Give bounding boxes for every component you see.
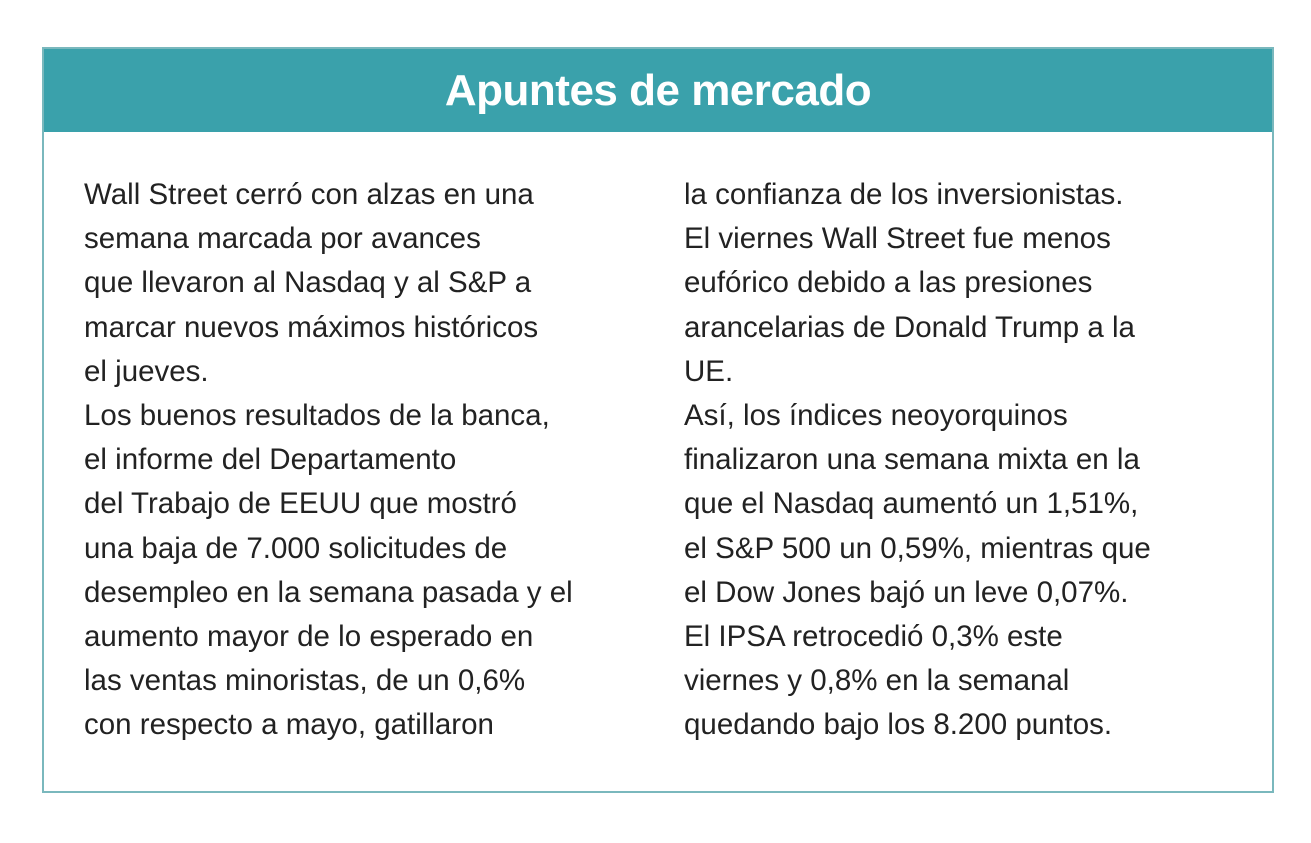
right-column bbox=[684, 173, 1244, 748]
text-line: quedando bajo los 8.200 puntos. bbox=[684, 708, 1113, 742]
text-line: el S&P 500 un 0,59%, mientras que bbox=[684, 531, 1151, 565]
text-line: semana marcada por avances bbox=[84, 222, 481, 256]
text-line: El IPSA retrocedió 0,3% este bbox=[684, 620, 1063, 654]
text-line: las ventas minoristas, de un 0,6% bbox=[84, 664, 526, 698]
text-line: Wall Street cerró con alzas en una bbox=[84, 178, 534, 211]
text-line: arancelarias de Donald Trump a la bbox=[684, 310, 1135, 344]
text-line: el informe del Departamento bbox=[84, 443, 457, 477]
text-line: finalizaron una semana mixta en la bbox=[684, 443, 1140, 477]
text-line: Los buenos resultados de la banca, bbox=[84, 399, 550, 433]
text-line: eufórico debido a las presiones bbox=[684, 266, 1093, 300]
text-line: viernes y 0,8% en la semanal bbox=[684, 664, 1070, 698]
text-line: una baja de 7.000 solicitudes de bbox=[84, 531, 508, 565]
text-line: marcar nuevos máximos históricos bbox=[84, 310, 539, 344]
text-line: UE. bbox=[684, 354, 734, 388]
text-line: con respecto a mayo, gatillaron bbox=[84, 708, 494, 742]
text-line: el Dow Jones bajó un leve 0,07%. bbox=[684, 575, 1129, 609]
text-line: del Trabajo de EEUU que mostró bbox=[84, 487, 517, 521]
left-column bbox=[84, 173, 654, 748]
text-line: El viernes Wall Street fue menos bbox=[684, 222, 1111, 256]
text-line: que llevaron al Nasdaq y al S&P a bbox=[84, 266, 532, 300]
text-line: aumento mayor de lo esperado en bbox=[84, 620, 534, 654]
text-line: el jueves. bbox=[84, 354, 209, 388]
text-line: que el Nasdaq aumentó un 1,51%, bbox=[684, 487, 1139, 521]
text-line: la confianza de los inversionistas. bbox=[684, 178, 1124, 211]
box-title: Apuntes de mercado bbox=[444, 65, 872, 115]
header-bar bbox=[44, 49, 1272, 132]
market-notes-box bbox=[42, 47, 1274, 793]
text-line: Así, los índices neoyorquinos bbox=[684, 399, 1068, 433]
text-line: desempleo en la semana pasada y el bbox=[84, 575, 573, 609]
